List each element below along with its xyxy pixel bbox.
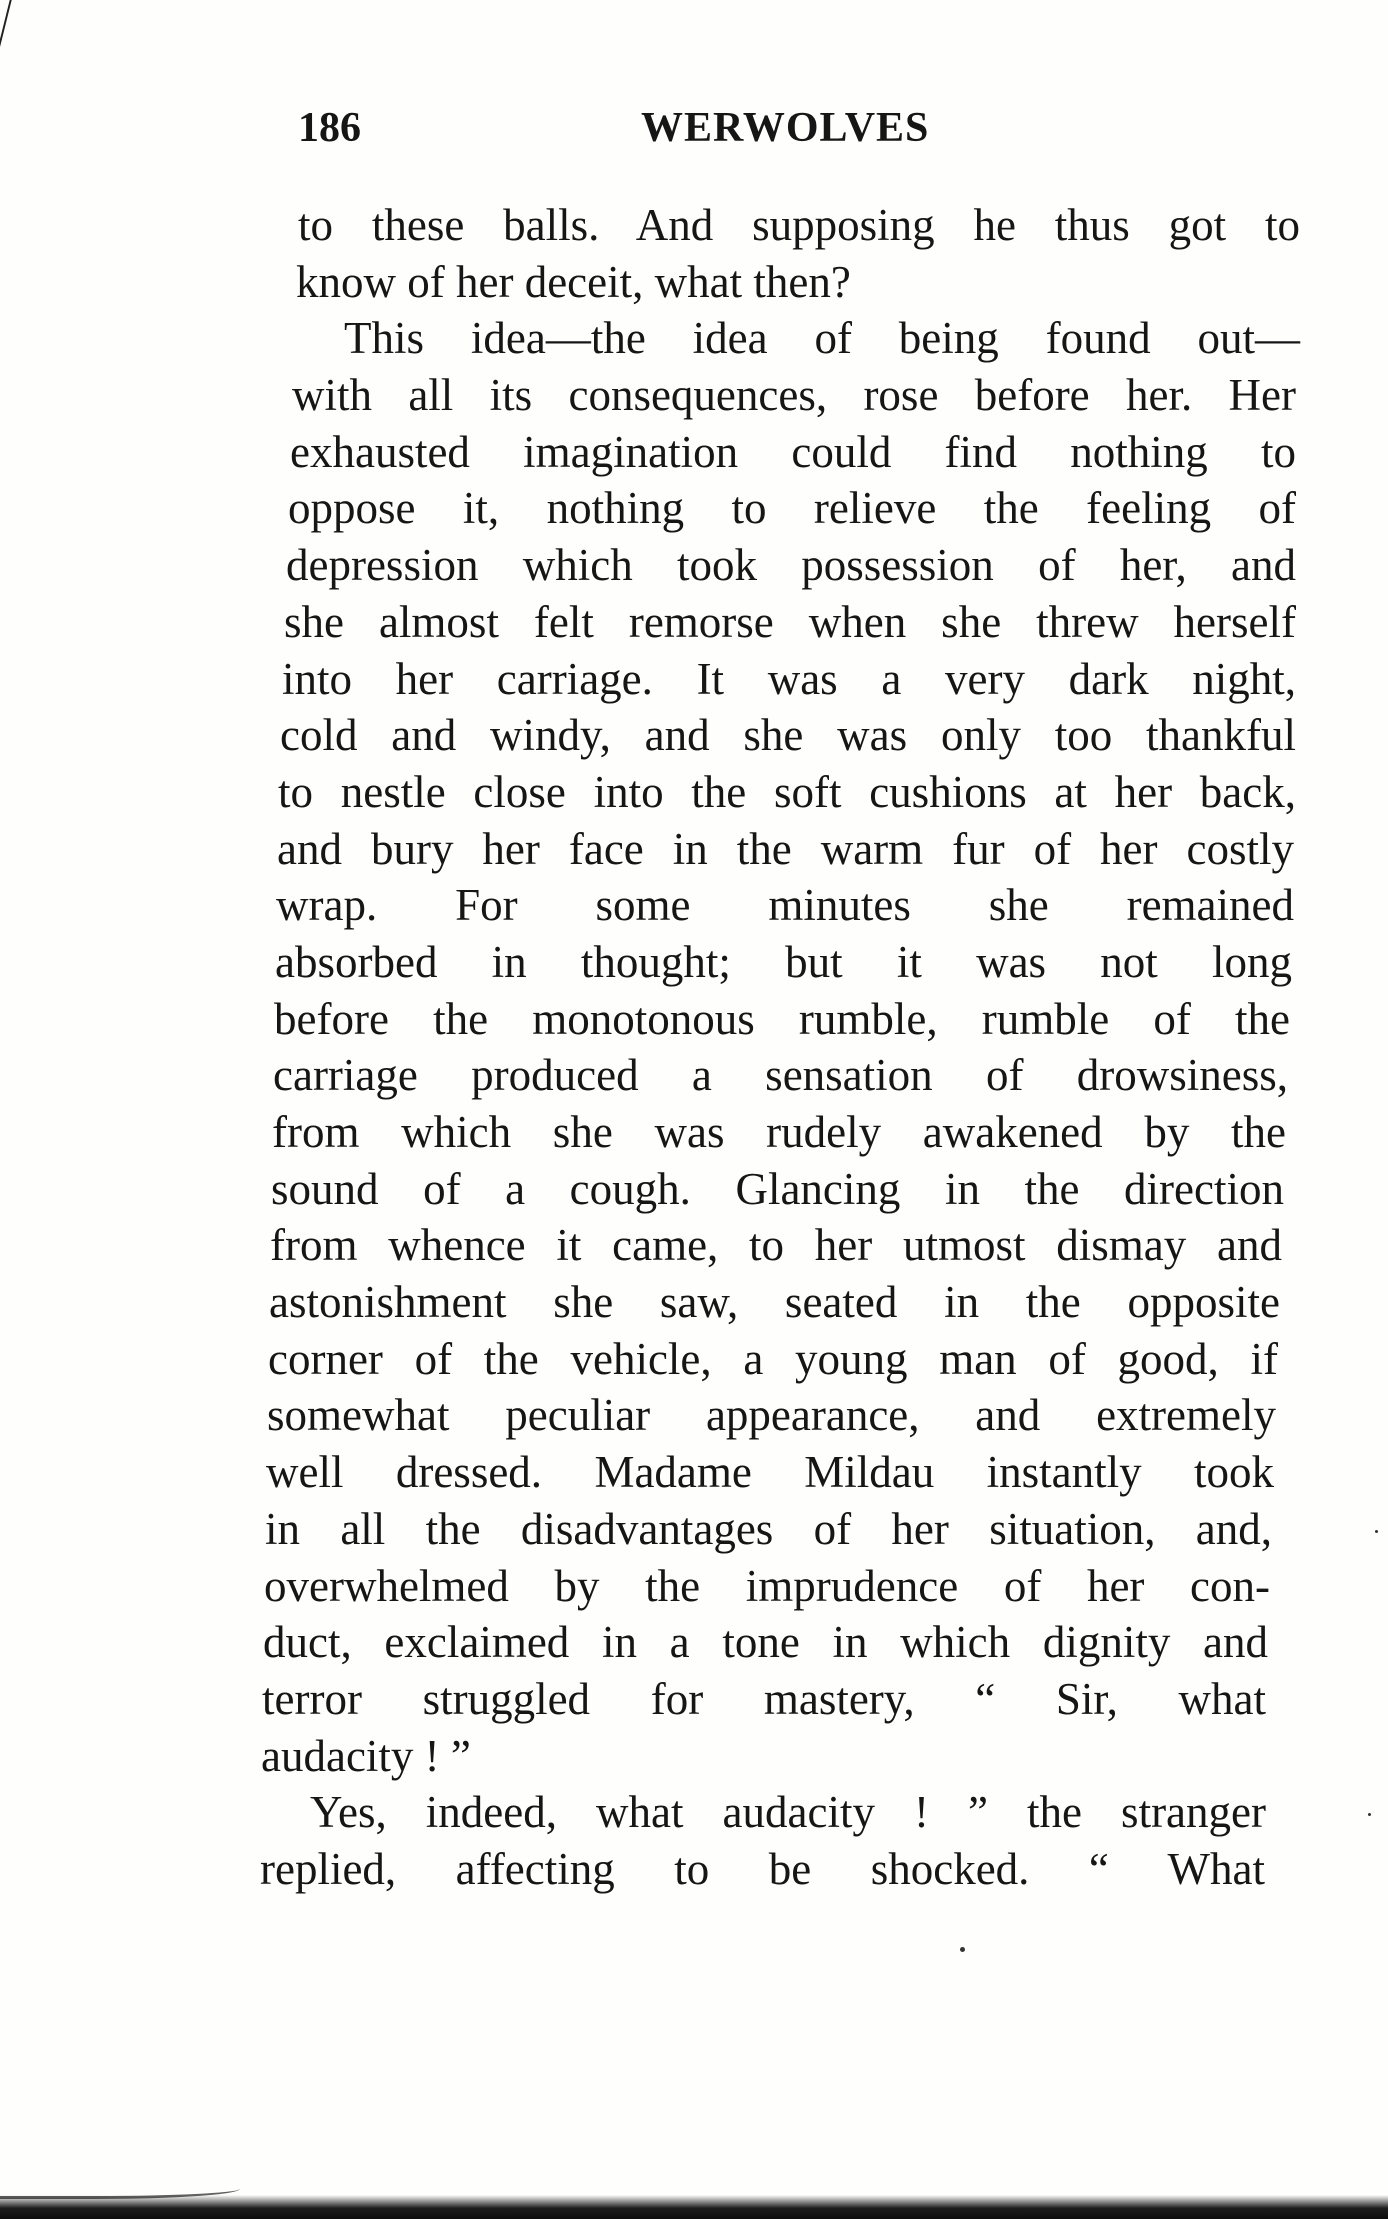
text-line: to nestle close into the soft cushions at her back, bbox=[278, 766, 1296, 817]
text-line: replied, affecting to be shocked. “ What bbox=[260, 1843, 1265, 1894]
text-line: wrap. For some minutes she remained bbox=[276, 880, 1294, 931]
text-line: somewhat peculiar appearance, and extremely bbox=[267, 1390, 1276, 1441]
text-line: from which she was rudely awakened by the bbox=[272, 1107, 1286, 1157]
text-line: well dressed. Madame Mildau instantly took bbox=[266, 1447, 1274, 1498]
text-line: duct, exclaimed in a tone in which dignity and bbox=[263, 1617, 1268, 1668]
page-header bbox=[298, 98, 973, 158]
page-number: 186 bbox=[298, 105, 361, 151]
text-line: into her carriage. It was a very dark night, bbox=[282, 653, 1296, 704]
page-edge-mark bbox=[0, 0, 16, 62]
text-line: sound of a cough. Glancing in the direction bbox=[271, 1163, 1284, 1214]
text-line: she almost felt remorse when she threw herself bbox=[284, 596, 1296, 647]
text-line: astonishment she saw, seated in the opposite bbox=[269, 1277, 1280, 1328]
running-title: WERWOLVES bbox=[641, 105, 930, 151]
text-line: carriage produced a sensation of drowsiness, bbox=[273, 1050, 1288, 1101]
paragraph-start-line: Yes, indeed, what audacity ! ” the stranger bbox=[310, 1787, 1266, 1838]
ink-speck bbox=[960, 1947, 965, 1952]
ink-speck bbox=[1368, 1813, 1371, 1816]
page-bottom-edge bbox=[0, 2195, 1388, 2219]
text-line: depression which took possession of her, and bbox=[286, 540, 1296, 591]
text-line: corner of the vehicle, a young man of good, if bbox=[268, 1333, 1278, 1384]
paragraph-start-line: This idea—the idea of being found out— bbox=[344, 313, 1300, 364]
body-text bbox=[260, 197, 1300, 1898]
text-line: cold and windy, and she was only too thankful bbox=[280, 710, 1296, 761]
text-line: audacity ! ” bbox=[261, 1730, 471, 1781]
text-line: from whence it came, to her utmost dismay and bbox=[270, 1220, 1282, 1271]
text-line: terror struggled for mastery, “ Sir, what bbox=[262, 1673, 1266, 1724]
text-line: in all the disadvantages of her situation, and, bbox=[265, 1503, 1272, 1554]
text-line: overwhelmed by the imprudence of her con- bbox=[264, 1560, 1270, 1611]
ink-speck bbox=[1375, 1530, 1378, 1533]
text-line: know of her deceit, what then? bbox=[296, 256, 851, 307]
text-line: before the monotonous rumble, rumble of the bbox=[274, 993, 1290, 1044]
text-line: with all its consequences, rose before her. Her bbox=[292, 370, 1296, 421]
text-line: exhausted imagination could find nothing to bbox=[290, 426, 1296, 477]
text-line: absorbed in thought; but it was not long bbox=[275, 936, 1292, 987]
text-line: and bury her face in the warm fur of her costly bbox=[277, 823, 1294, 874]
text-line: to these balls. And supposing he thus got to bbox=[298, 200, 1300, 250]
text-line: oppose it, nothing to relieve the feeling of bbox=[288, 483, 1296, 534]
